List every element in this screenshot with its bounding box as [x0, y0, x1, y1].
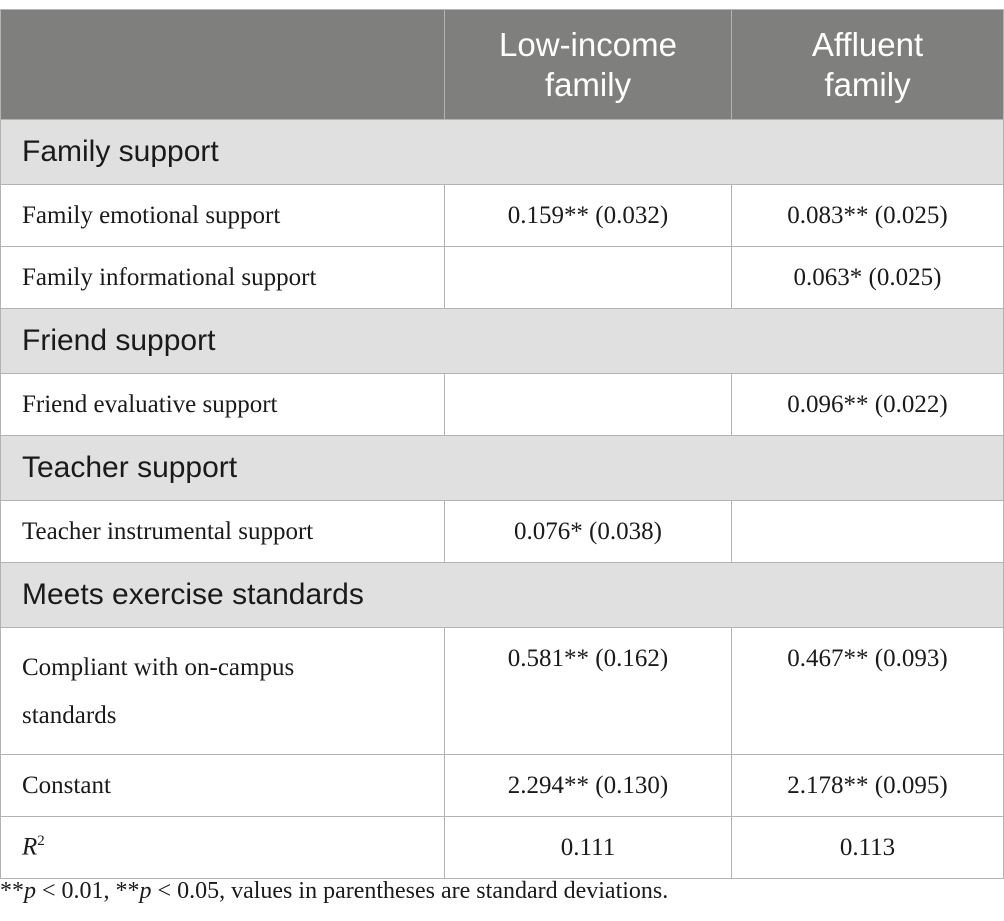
section-row-friend-support [1, 309, 1004, 374]
section-title: Family support [1, 120, 1004, 185]
table-row [1, 501, 1004, 563]
section-title: Teacher support [1, 436, 1004, 501]
footnote-p2: p [139, 878, 152, 904]
affluent-value: 0.096** (0.022) [732, 374, 1004, 436]
affluent-value: 2.178** (0.095) [732, 755, 1004, 817]
row-label: Constant [1, 755, 445, 817]
row-label-line2: standards [22, 702, 117, 729]
r-superscript: 2 [37, 833, 45, 850]
footnote-part3: < 0.05, values in parentheses are standard deviations. [151, 878, 669, 904]
table-row [1, 185, 1004, 247]
row-label [1, 628, 445, 755]
affluent-value: 0.467** (0.093) [732, 628, 1004, 755]
low-income-value: 0.076* (0.038) [445, 501, 732, 563]
table-row [1, 755, 1004, 817]
table-header-row [1, 10, 1004, 120]
affluent-value [732, 501, 1004, 563]
header-low-income-line1: Low-income [499, 25, 677, 63]
row-label: Family emotional support [1, 185, 445, 247]
footnote-part2: < 0.01, ** [36, 878, 140, 904]
row-label-line1: Compliant with on-campus [22, 654, 295, 681]
table-footnote [0, 878, 668, 905]
row-label: Teacher instrumental support [1, 501, 445, 563]
header-empty-cell [1, 10, 445, 120]
header-affluent-line2: family [824, 65, 911, 103]
low-income-value: 0.159** (0.032) [445, 185, 732, 247]
table-row [1, 628, 1004, 755]
row-label [1, 817, 445, 879]
header-affluent [732, 10, 1004, 120]
affluent-value: 0.063* (0.025) [732, 247, 1004, 309]
section-title: Meets exercise standards [1, 563, 1004, 628]
table-row [1, 817, 1004, 879]
section-row-exercise-standards [1, 563, 1004, 628]
low-income-value: 2.294** (0.130) [445, 755, 732, 817]
footnote-part1: ** [0, 878, 24, 904]
footnote-p1: p [24, 878, 36, 904]
low-income-value: 0.581** (0.162) [445, 628, 732, 755]
section-row-family-support [1, 120, 1004, 185]
section-title: Friend support [1, 309, 1004, 374]
low-income-value: 0.111 [445, 817, 732, 879]
header-low-income [445, 10, 732, 120]
header-affluent-line1: Affluent [811, 25, 924, 63]
affluent-value: 0.083** (0.025) [732, 185, 1004, 247]
affluent-value: 0.113 [732, 817, 1004, 879]
low-income-value [445, 247, 732, 309]
row-label: Family informational support [1, 247, 445, 309]
row-label: Friend evaluative support [1, 374, 445, 436]
r-symbol: R [22, 833, 38, 861]
table-row [1, 247, 1004, 309]
header-low-income-line2: family [544, 65, 632, 103]
low-income-value [445, 374, 732, 436]
regression-table [0, 9, 1004, 879]
section-row-teacher-support [1, 436, 1004, 501]
table-row [1, 374, 1004, 436]
